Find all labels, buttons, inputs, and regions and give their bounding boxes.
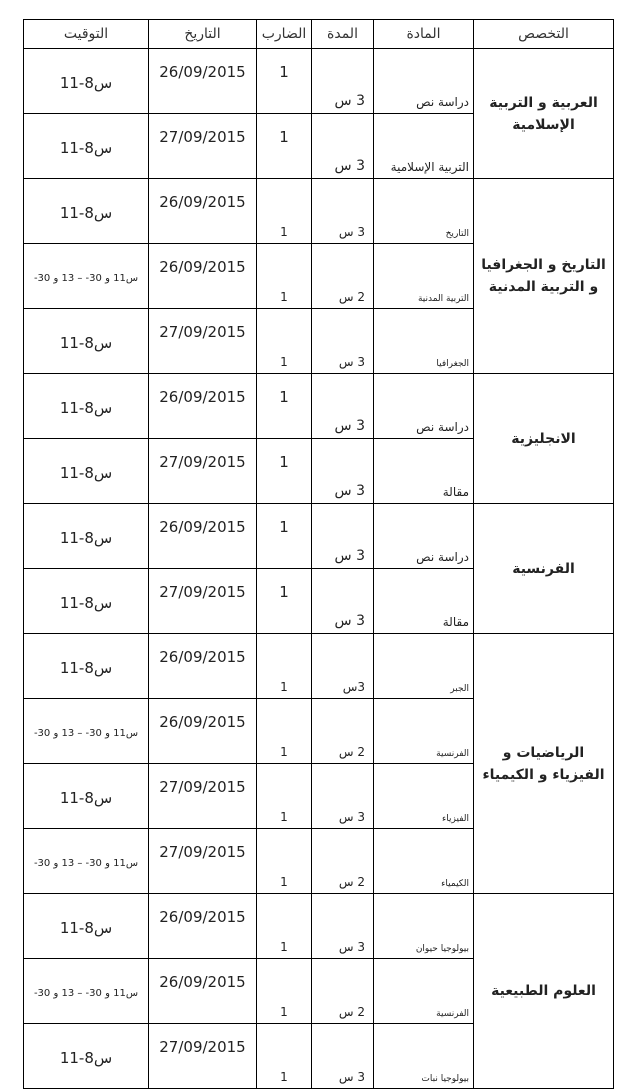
- date-cell: 26/09/2015: [149, 504, 257, 569]
- time-cell: س8-11: [24, 764, 149, 829]
- coefficient-cell: 1: [257, 114, 312, 179]
- date-cell: 27/09/2015: [149, 309, 257, 374]
- duration-cell: 2 س: [312, 244, 374, 309]
- subject-cell: الجبر: [374, 634, 474, 699]
- time-cell: س8-11: [24, 49, 149, 114]
- header-specialty: التخصص: [474, 20, 614, 49]
- table-row: [24, 49, 614, 114]
- subject-cell: الفرنسية: [374, 699, 474, 764]
- date-cell: 26/09/2015: [149, 699, 257, 764]
- date-cell: 26/09/2015: [149, 49, 257, 114]
- header-time: التوقيت: [24, 20, 149, 49]
- coefficient-cell: 1: [257, 699, 312, 764]
- coefficient-cell: 1: [257, 309, 312, 374]
- duration-cell: 3 س: [312, 309, 374, 374]
- subject-cell: التربية المدنية: [374, 244, 474, 309]
- coefficient-cell: 1: [257, 569, 312, 634]
- table-row: [24, 634, 614, 699]
- date-cell: 27/09/2015: [149, 114, 257, 179]
- time-cell: س8-11: [24, 504, 149, 569]
- table-row: [24, 374, 614, 439]
- specialty-cell: الانجليزية: [474, 374, 614, 504]
- table-row: [24, 179, 614, 244]
- header-row: [24, 20, 614, 49]
- time-cell: س11 و 30- – 13 و 30-: [24, 959, 149, 1024]
- date-cell: 26/09/2015: [149, 959, 257, 1024]
- date-cell: 27/09/2015: [149, 569, 257, 634]
- subject-cell: الكيمياء: [374, 829, 474, 894]
- date-cell: 27/09/2015: [149, 829, 257, 894]
- header-duration: المدة: [312, 20, 374, 49]
- time-cell: س8-11: [24, 569, 149, 634]
- duration-cell: 3 س: [312, 1024, 374, 1089]
- date-cell: 26/09/2015: [149, 894, 257, 959]
- coefficient-cell: 1: [257, 439, 312, 504]
- subject-cell: دراسة نص: [374, 374, 474, 439]
- subject-cell: الجغرافيا: [374, 309, 474, 374]
- subject-cell: دراسة نص: [374, 504, 474, 569]
- specialty-cell: التاريخ و الجغرافيا و التربية المدنية: [474, 179, 614, 374]
- date-cell: 27/09/2015: [149, 764, 257, 829]
- time-cell: س11 و 30- – 13 و 30-: [24, 244, 149, 309]
- coefficient-cell: 1: [257, 49, 312, 114]
- time-cell: س8-11: [24, 894, 149, 959]
- time-cell: س8-11: [24, 1024, 149, 1089]
- subject-cell: بيولوجيا نبات: [374, 1024, 474, 1089]
- coefficient-cell: 1: [257, 1024, 312, 1089]
- header-subject: المادة: [374, 20, 474, 49]
- date-cell: 26/09/2015: [149, 374, 257, 439]
- time-cell: س8-11: [24, 439, 149, 504]
- header-date: التاريخ: [149, 20, 257, 49]
- duration-cell: 3 س: [312, 114, 374, 179]
- date-cell: 26/09/2015: [149, 244, 257, 309]
- date-cell: 26/09/2015: [149, 634, 257, 699]
- subject-cell: الفرنسية: [374, 959, 474, 1024]
- duration-cell: 2 س: [312, 959, 374, 1024]
- time-cell: س8-11: [24, 634, 149, 699]
- subject-cell: مقالة: [374, 569, 474, 634]
- time-cell: س8-11: [24, 114, 149, 179]
- duration-cell: 3 س: [312, 764, 374, 829]
- header-coefficient: الضارب: [257, 20, 312, 49]
- duration-cell: 3 س: [312, 569, 374, 634]
- subject-cell: الفيزياء: [374, 764, 474, 829]
- coefficient-cell: 1: [257, 374, 312, 439]
- subject-cell: التربية الإسلامية: [374, 114, 474, 179]
- duration-cell: 3 س: [312, 49, 374, 114]
- duration-cell: 3 س: [312, 504, 374, 569]
- specialty-cell: العلوم الطبيعية: [474, 894, 614, 1089]
- duration-cell: 2 س: [312, 699, 374, 764]
- coefficient-cell: 1: [257, 959, 312, 1024]
- time-cell: س8-11: [24, 374, 149, 439]
- coefficient-cell: 1: [257, 894, 312, 959]
- duration-cell: 3 س: [312, 179, 374, 244]
- duration-cell: 3س: [312, 634, 374, 699]
- duration-cell: 3 س: [312, 439, 374, 504]
- schedule-wrapper: [23, 19, 614, 1089]
- duration-cell: 3 س: [312, 374, 374, 439]
- duration-cell: 2 س: [312, 829, 374, 894]
- subject-cell: مقالة: [374, 439, 474, 504]
- coefficient-cell: 1: [257, 829, 312, 894]
- coefficient-cell: 1: [257, 504, 312, 569]
- time-cell: س8-11: [24, 179, 149, 244]
- time-cell: س11 و 30- – 13 و 30-: [24, 699, 149, 764]
- date-cell: 26/09/2015: [149, 179, 257, 244]
- subject-cell: دراسة نص: [374, 49, 474, 114]
- duration-cell: 3 س: [312, 894, 374, 959]
- coefficient-cell: 1: [257, 244, 312, 309]
- date-cell: 27/09/2015: [149, 439, 257, 504]
- table-row: [24, 894, 614, 959]
- schedule-body: [24, 49, 614, 1089]
- specialty-cell: الفرنسية: [474, 504, 614, 634]
- exam-schedule-table: [23, 19, 614, 1089]
- time-cell: س8-11: [24, 309, 149, 374]
- coefficient-cell: 1: [257, 634, 312, 699]
- subject-cell: بيولوجيا حيوان: [374, 894, 474, 959]
- time-cell: س11 و 30- – 13 و 30-: [24, 829, 149, 894]
- subject-cell: التاريخ: [374, 179, 474, 244]
- date-cell: 27/09/2015: [149, 1024, 257, 1089]
- specialty-cell: العربية و التربية الإسلامية: [474, 49, 614, 179]
- table-row: [24, 504, 614, 569]
- specialty-cell: الرياضيات و الفيزياء و الكيمياء: [474, 634, 614, 894]
- coefficient-cell: 1: [257, 179, 312, 244]
- coefficient-cell: 1: [257, 764, 312, 829]
